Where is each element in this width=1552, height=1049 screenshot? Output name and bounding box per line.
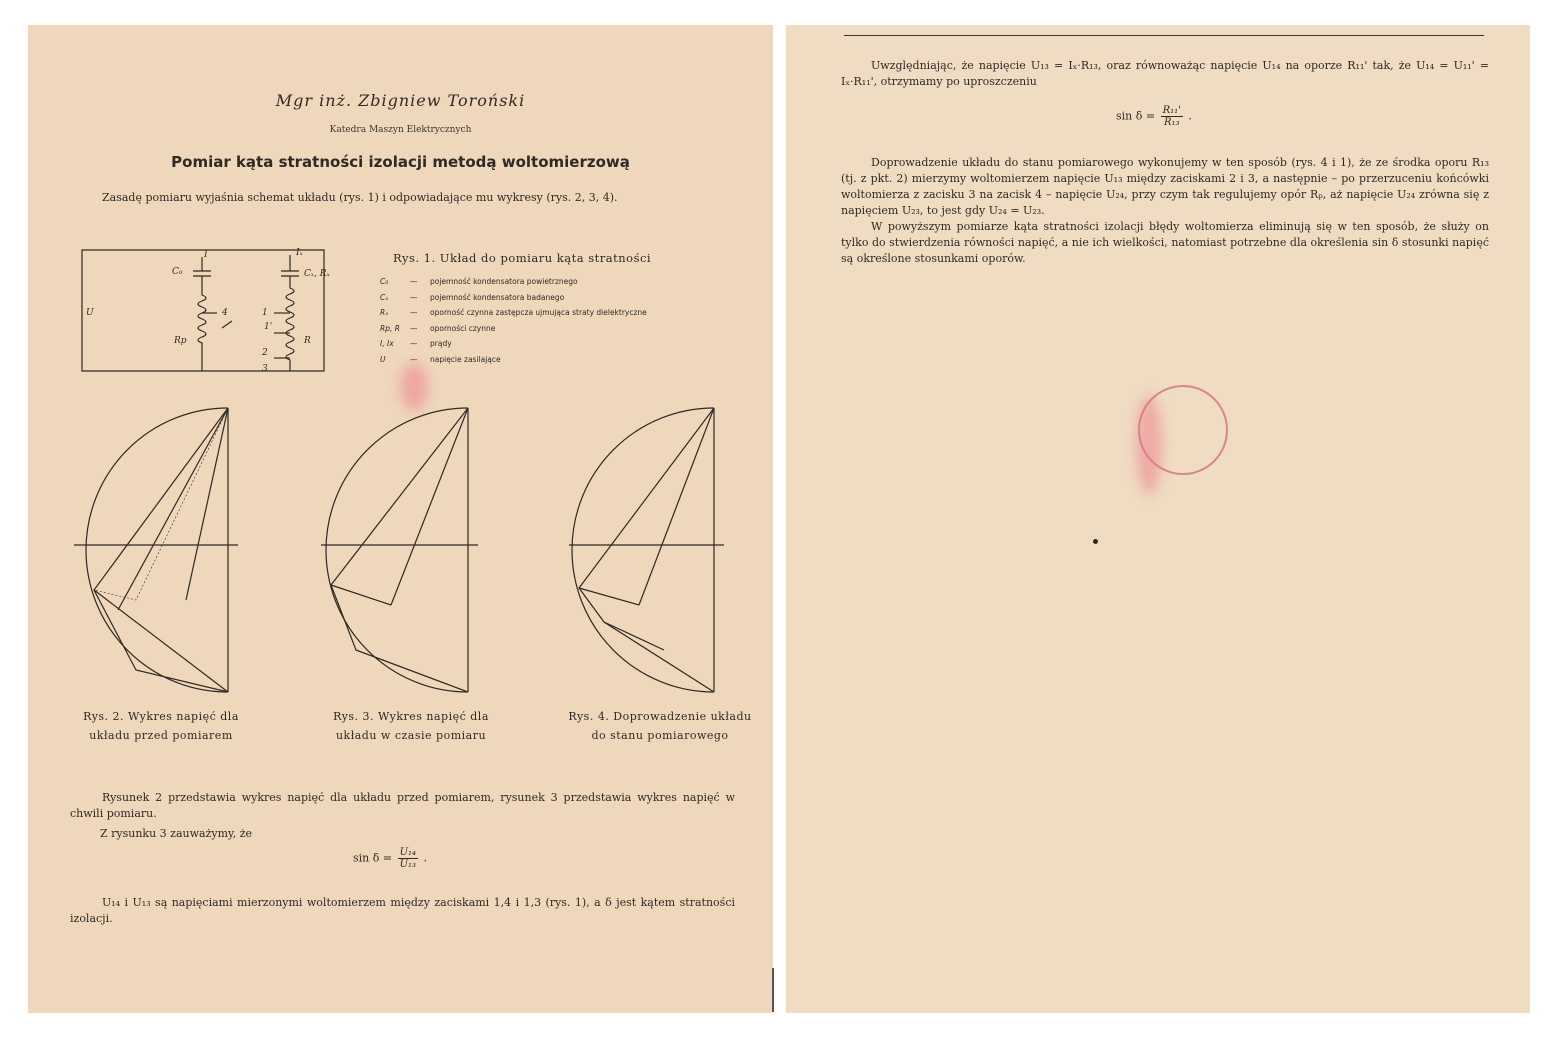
- formula-sin-delta-resistance: [1116, 105, 1192, 128]
- legend-symbol: Rₓ: [380, 308, 389, 318]
- legend-item: Cₓ — pojemność kondensatora badanego: [380, 290, 647, 306]
- label-t1p: 1': [264, 322, 273, 332]
- label-ix: Iₓ: [296, 248, 303, 258]
- label-r: R: [304, 336, 311, 346]
- legend-text: oporność czynna zastępcza ujmująca straty dielektryczne: [430, 308, 647, 318]
- fig1-caption: Rys. 1. Układ do pomiaru kąta stratności: [393, 251, 652, 265]
- circuit-diagram: [74, 243, 344, 378]
- legend-text: oporności czynne: [430, 323, 496, 333]
- paragraph-conclusion: W powyższym pomiarze kąta stratności izolacji błędy woltomierza eliminują się w ten sposób, że służy on tylko do stwierdzenia równości napięć, a nie ich wielkości, natomiast potrzebne dla określenia sin δ stosunki napięć są określone stosunkami oporów.: [841, 220, 1489, 265]
- legend-item: C₀ — pojemność kondensatora powietrznego: [380, 274, 647, 290]
- legend-item: I, Ix — prądy: [380, 336, 647, 352]
- article-title: Pomiar kąta stratności izolacji metodą woltomierzową: [171, 153, 630, 171]
- formula-lhs: sin δ =: [1116, 109, 1156, 123]
- formula-numerator: R₁₁': [1162, 105, 1181, 116]
- right-page: [786, 25, 1530, 1013]
- paragraph-observation: Z rysunku 3 zauważymy, że: [100, 827, 253, 840]
- formula-denominator: R₁₃: [1163, 117, 1180, 128]
- legend-text: pojemność kondensatora powietrznego: [430, 277, 578, 286]
- legend-text: prądy: [430, 339, 452, 349]
- legend-text: napięcie zasilające: [430, 354, 501, 364]
- legend-item: Rₓ — oporność czynna zastępcza ujmująca straty dielektryczne: [380, 305, 647, 321]
- fig2-caption: Rys. 2. Wykres napięć dla układu przed pomiarem: [83, 710, 239, 742]
- paragraph-figures: Rysunek 2 przedstawia wykres napięć dla układu przed pomiarem, rysunek 3 przedstawia wykres napięć w chwili pomiaru.: [70, 791, 735, 820]
- right-body: [841, 155, 1489, 267]
- legend-item: U — napięcie zasilające: [380, 352, 647, 368]
- ink-stain: [1136, 395, 1162, 495]
- fig3-caption: Rys. 3. Wykres napięć dla układu w czasie pomiaru: [333, 710, 489, 742]
- legend-text: pojemność kondensatora badanego: [430, 292, 565, 302]
- fig4-caption: Rys. 4. Doprowadzenie układu do stanu pomiarowego: [568, 710, 752, 742]
- paragraph-procedure: Doprowadzenie układu do stanu pomiarowego wykonujemy w ten sposób (rys. 4 i 1), że ze środka oporu R₁₃ (tj. z pkt. 2) mierzymy woltomierzem napięcie U₁₃ między zaciskami 2 i 3, a następnie – po przerzuceniu końcówki woltomierza z zacisku 3 na zacisk 4 – napięcie U₂₄, przy czym tak regulujemy opór Rₚ, aż napięcie U₂₄ zrówna się z napięciem U₂₃, to jest gdy U₂₄ = U₂₃.: [841, 156, 1489, 217]
- formula-numerator: U₁₄: [399, 847, 417, 858]
- department: Katedra Maszyn Elektrycznych: [329, 125, 472, 135]
- legend-symbol: C₀: [380, 277, 389, 286]
- label-cxrx: Cₓ, Rₓ: [304, 269, 330, 279]
- legend-symbol: Rp, R: [380, 323, 400, 333]
- label-t2: 2: [262, 348, 268, 358]
- label-t3: 3: [262, 364, 268, 374]
- left-page: [28, 25, 773, 1013]
- paragraph-voltages: U₁₄ i U₁₃ są napięciami mierzonymi woltomierzem między zaciskami 1,4 i 1,3 (rys. 1), a δ jest kątem stratności izolacji.: [70, 896, 735, 925]
- fig2-phasor-diagram: [66, 400, 246, 700]
- legend-item: Rp, R — oporności czynne: [380, 321, 647, 337]
- formula-end: .: [423, 851, 428, 865]
- formula-lhs: sin δ =: [353, 851, 393, 865]
- fig1-legend: [380, 274, 647, 368]
- legend-symbol: U: [380, 354, 386, 364]
- formula-fraction: [1161, 105, 1183, 128]
- legend-symbol: Cₓ: [380, 292, 389, 302]
- label-u: U: [86, 308, 94, 318]
- formula-denominator: U₁₃: [399, 859, 417, 870]
- label-i: I: [204, 250, 208, 260]
- formula-sin-delta-voltage: [353, 847, 427, 870]
- fig4-phasor-diagram: [564, 400, 744, 700]
- intro-paragraph: Zasadę pomiaru wyjaśnia schemat układu (rys. 1) i odpowiadające mu wykresy (rys. 2, 3, 4).: [102, 191, 618, 204]
- page-gutter-line: [772, 968, 774, 1012]
- running-header: [844, 25, 1484, 36]
- label-t1: 1: [262, 308, 268, 318]
- legend-symbol: I, Ix: [380, 339, 394, 349]
- formula-end: .: [1188, 109, 1192, 123]
- label-rp: Rp: [174, 336, 187, 346]
- paragraph-equivalence: Uwzględniając, że napięcie U₁₃ = Iₓ·R₁₃, oraz równoważąc napięcie U₁₄ na oporze R₁₁' tak, że U₁₄ = U₁₁' = Iₓ·R₁₁', otrzymamy po uproszczeniu: [841, 59, 1489, 88]
- fig3-phasor-diagram: [316, 400, 496, 700]
- ink-dot: [1093, 539, 1098, 544]
- label-c0: C₀: [172, 267, 183, 277]
- label-t4: 4: [222, 308, 228, 318]
- author: Mgr inż. Zbigniew Toroński: [275, 91, 526, 110]
- formula-fraction: [398, 847, 418, 870]
